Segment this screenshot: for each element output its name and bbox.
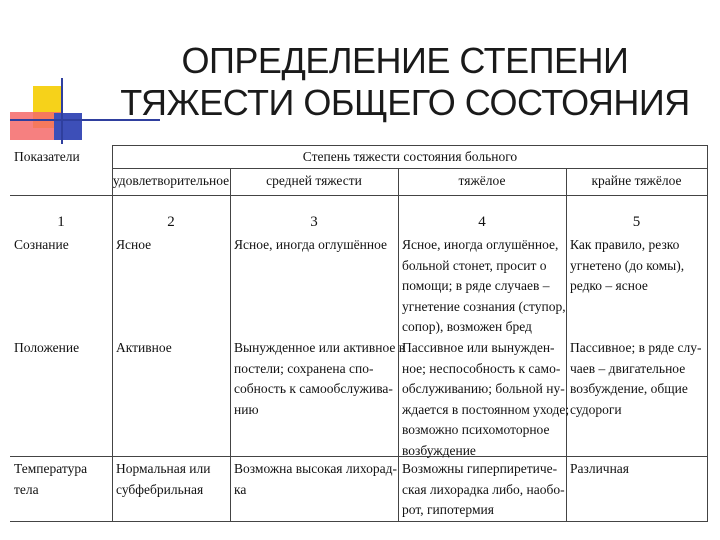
grade-moderate: средней тяжести [266, 173, 362, 188]
cell-line: субфебрильная [116, 481, 204, 497]
col-divider-1 [112, 145, 113, 521]
table-top-line [112, 145, 708, 146]
cell-line: нию [234, 401, 259, 417]
grade-extremely-severe: крайне тяжёлое [591, 173, 682, 188]
cell-line: Активное [116, 340, 172, 355]
row-temperature-label [14, 459, 87, 500]
row-temperature-cell-2 [234, 459, 397, 500]
cell-line: угнетение сознания (ступор, [402, 298, 566, 314]
label-line: Положение [14, 340, 80, 355]
cell-line: угнетено (до комы), [570, 257, 685, 273]
row-temperature-cell-1 [116, 459, 211, 500]
row-consciousness-cell-2 [234, 235, 387, 256]
cell-line: Как правило, резко [570, 237, 680, 252]
cell-line: помощи; в ряде случаев – [402, 278, 550, 293]
cell-line: сопор), возможен бред [402, 319, 532, 334]
cell-line: Пассивное или вынужден- [402, 340, 555, 355]
cell-line: Вынужденное или активное в [234, 340, 406, 355]
col-number-2: 2 [167, 214, 175, 230]
cell-line: ждается в постоянном уходе; [402, 401, 570, 417]
slide-title [95, 40, 715, 124]
cell-line: ская лихорадка либо, наобо- [402, 481, 565, 497]
cell-line: собность к самообслужива- [234, 381, 393, 396]
cell-line: чаев – двигательное [570, 360, 686, 376]
cell-line: Ясное, иногда оглушённое, [402, 237, 559, 252]
col-number-5: 5 [632, 214, 641, 230]
title-line-2: ТЯЖЕСТИ ОБЩЕГО СОСТОЯНИЯ [120, 82, 690, 123]
label-line: тела [14, 481, 39, 497]
cell-line: ное; неспособность к само- [402, 360, 561, 376]
row-position-cell-2 [234, 338, 405, 420]
cell-line: редко – ясное [570, 278, 648, 293]
cell-line: Различная [570, 461, 630, 476]
cell-line: больной стонет, просит о [402, 257, 547, 273]
cell-line: возбуждение, общие [570, 381, 688, 396]
row-consciousness-cell-4 [570, 235, 684, 297]
row-position-cell-1 [116, 338, 172, 359]
cell-line: Возможны гиперпиретиче- [402, 461, 558, 476]
grade-severe: тяжёлое [458, 173, 506, 188]
cell-line: Возможна высокая лихорад- [234, 461, 397, 476]
decor-blue-square [54, 113, 82, 140]
cell-line: возможно психомоторное [402, 422, 550, 437]
row-position-label [14, 338, 79, 359]
row-consciousness-cell-3 [402, 235, 566, 338]
cell-line: судороги [570, 401, 622, 417]
cell-line: рот, гипотермия [402, 502, 494, 517]
label-line: Сознание [14, 237, 69, 252]
row-consciousness-cell-1 [116, 235, 151, 256]
col-number-3: 3 [310, 214, 318, 230]
grade-satisfactory: удовлетворительное [112, 173, 230, 188]
decor-vertical-line [61, 78, 63, 144]
table-bottom-line [10, 521, 708, 522]
row-position-cell-3 [402, 338, 569, 461]
row-position-cell-4 [570, 338, 702, 420]
title-line-1: ОПРЕДЕЛЕНИЕ СТЕПЕНИ [181, 40, 629, 81]
cell-line: ка [234, 481, 247, 497]
cell-line: Ясное, иногда оглушённое [234, 237, 388, 252]
header-severity-group: Степень тяжести состояния больного [302, 149, 518, 164]
cell-line: Пассивное; в ряде слу- [570, 340, 702, 355]
row-consciousness-label [14, 235, 69, 256]
cell-line: Ясное [116, 237, 152, 252]
label-line: Температура [14, 461, 88, 476]
row-divider-line [10, 456, 708, 457]
col-number-1: 1 [57, 214, 65, 230]
cell-line: обслуживанию; больной ну- [402, 381, 565, 396]
cell-line: постели; сохранена спо- [234, 360, 374, 376]
cell-line: возбуждение [402, 442, 476, 458]
row-temperature-cell-4 [570, 459, 629, 480]
col-divider-5 [707, 145, 708, 521]
cell-line: Нормальная или [116, 461, 211, 476]
group-header-line [112, 168, 708, 169]
col-number-4: 4 [478, 214, 486, 230]
row-temperature-cell-3 [402, 459, 565, 521]
header-indicators: Показатели [14, 149, 80, 164]
grade-header-line [10, 195, 708, 196]
